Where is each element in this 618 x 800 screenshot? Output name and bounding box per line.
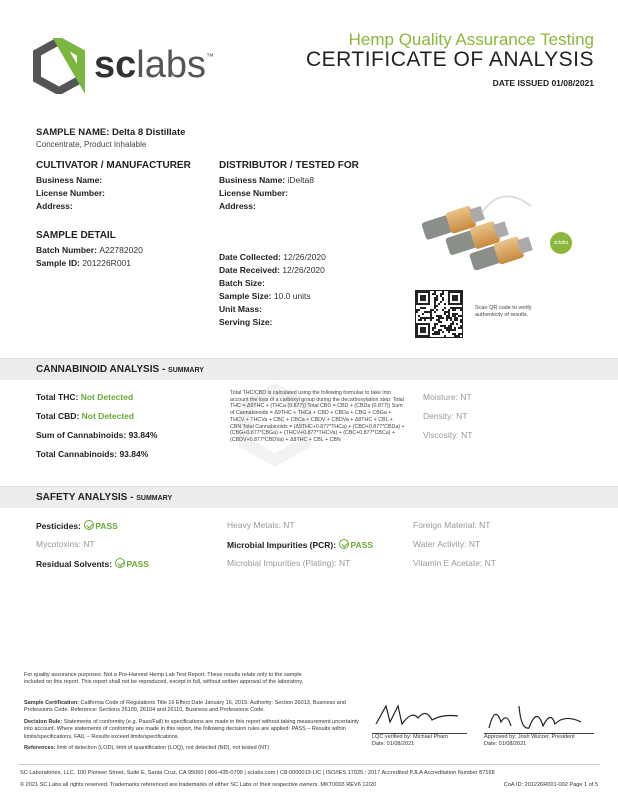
cannabinoid-formula: Total THC/CBD is calculated using the following formulas to take into account the loss of a carboxyl group during the decarboxylation step: Total THC = Δ9THC + (THCa (0.877)) Total CBD = CBD + (CBDa (0.877)) Sum of Cannabinoids = Δ9THC + THCa + CBD + CBDa + CBG + CBGa + THCV + THCVa + CBC + CBCa + CBDV + CBDVa + Δ8THC + CBL + CBN Total Cannabinoids = (Δ9THC+0.877*THCa) + (CBD+0.877*CBDa) + (CBG+0.877*CBGa) + (THCV+0.877*THCVa) + (CBC+0.877*CBCa) + (CBDV+0.877*CBDVa) + Δ8THC + CBL + CBN [230,390,405,443]
coa-title: CERTIFICATE OF ANALYSIS [305,48,594,71]
logo-wordmark [94,44,214,87]
hexagon-logo-icon [32,38,86,94]
total-cbd-row [36,411,134,421]
residual-solvents-label: Residual Solvents: [36,559,113,569]
cannabinoid-title-text: CANNABINOID ANALYSIS - [36,364,169,375]
residual-solvents-row [36,558,149,569]
viscosity: Viscosity: NT [423,430,473,440]
date-received-row [219,265,325,275]
total-cannabinoids-row [36,449,148,459]
approved-by: Approved by: Josh Wurzer, President [484,734,575,740]
check-circle-icon [84,520,94,530]
hemp-title: Hemp Quality Assurance Testing [348,30,594,49]
sample-id-row [36,258,131,268]
cannabinoid-bar [0,358,618,380]
moisture: Moisture: NT [423,392,472,402]
distributor-address-label: Address: [219,201,256,211]
microbial-pcr-row [227,539,373,550]
qr-code[interactable] [415,290,463,338]
sample-id-value: 201226R001 [82,258,131,268]
water-activity: Water Activity: NT [413,539,481,549]
qa-note: For quality assurance purposes. Not a Pre-Harvest Hemp Lab Test Report. These results relate only to the sample included on this report. This report shall not be reproduced, except in full, without written approval of the laboratory. [24,672,304,686]
safety-bar [0,486,618,508]
date-issued: DATE ISSUED 01/08/2021 [492,78,594,88]
date-received-value: 12/26/2020 [282,265,325,275]
safety-summary: SUMMARY [136,495,173,502]
decision-text: Statements of conformity (e.g. Pass/Fail) to specifications are made in this report without taking measurement uncertainty into account. Where statements of conformity are made in this report, the following decision rules are applied: PASS – Results within limits/specifications, FAIL – Results exceed limits/specifications. [24,719,360,740]
batch-size-label: Batch Size: [219,278,265,288]
distributor-license-label: License Number: [219,188,288,198]
sample-size-row [219,291,311,301]
date-collected-label: Date Collected: [219,252,281,262]
sclabs-badge: sclabs [550,232,572,254]
total-cannabinoids-value: 93.84% [119,449,149,459]
certification-label: Sample Certification: [24,700,80,706]
cultivator-business-label: Business Name: [36,175,103,185]
sample-type: Concentrate, Product Inhalable [36,140,147,149]
batch-number-label: Batch Number: [36,245,97,255]
cultivator-title: CULTIVATOR / MANUFACTURER [36,160,191,171]
date-collected-value: 12/26/2020 [283,252,326,262]
distributor-title: DISTRIBUTOR / TESTED FOR [219,160,359,171]
approved-date: Date: 01/08/2021 [484,741,527,747]
references-text: limit of detection (LOD), limit of quantification (LOQ), not detected (ND), not tested (NT) [57,745,270,751]
certification-text: California Code of Regulations Title 16 Effect Date January 16, 2019. Authority: Section 26013, Business and Professions Code. Reference: Sections 26100, 26104 and 26110, Business and Professions Code. [24,700,346,714]
product-photo [405,180,575,270]
sum-cannabinoids-row [36,430,157,440]
batch-number-row [36,245,143,255]
decision-note [24,719,364,741]
vitamin-e-acetate: Vitamin E Acetate: NT [413,558,496,568]
pesticides-pass: PASS [95,521,118,531]
total-cannabinoids-label: Total Cannabinoids: [36,449,118,459]
date-collected-row [219,252,326,262]
check-circle-icon [115,558,125,568]
distributor-business-label: Business Name: [219,175,286,185]
cultivator-license-label: License Number: [36,188,105,198]
sample-size-label: Sample Size: [219,291,272,301]
footer-line-2-right: CoA ID: 201226R001-002 Page 1 of 5 [503,782,598,788]
logo-tm: ™ [206,52,214,61]
total-cbd-label: Total CBD: [36,411,80,421]
sample-name: SAMPLE NAME: Delta 8 Distillate [36,127,186,138]
signature-wurzer-icon [485,700,585,734]
logo-sc: sc [94,44,137,86]
sum-cannabinoids-value: 93.84% [128,430,158,440]
cartridge-photo-icon [405,180,575,270]
batch-number-value: A22782020 [99,245,143,255]
date-received-label: Date Received: [219,265,280,275]
pesticides-label: Pesticides: [36,521,81,531]
safety-title [36,492,172,503]
pesticides-row [36,520,118,531]
sample-detail-title: SAMPLE DETAIL [36,230,116,241]
signature-pham-icon [372,700,462,732]
microbial-pcr-pass: PASS [350,540,373,550]
cannabinoid-summary: SUMMARY [168,367,204,374]
serving-size-label: Serving Size: [219,317,273,327]
heavy-metals: Heavy Metals: NT [227,520,295,530]
density: Density: NT [423,411,468,421]
total-thc-row [36,392,133,402]
qr-code-icon [416,291,462,337]
sum-cannabinoids-label: Sum of Cannabinoids: [36,430,127,440]
mycotoxins: Mycotoxins: NT [36,539,95,549]
footer-line-2-left: © 2021 SC Labs all rights reserved. Trademarks referenced are trademarks of either SC Labs or their respective owners. MKT0003 REV6 12/20 [20,782,377,788]
check-circle-icon [339,539,349,549]
references-label: References: [24,745,56,751]
footer-line-1: SC Laboratories, LLC. 100 Pioneer Street, Suite E, Santa Cruz, CA 95060 | 866-435-0709 | sclabs.com | C8-0000013-LIC | ISO/IES 17025 : 2017 Accredited PJLA Accreditation Number 87168 [20,770,495,776]
total-cbd-value: Not Detected [81,411,135,421]
sample-size-value: 10.0 units [273,291,311,301]
decision-label: Decision Rule: [24,719,63,725]
sc-labs-logo [32,42,222,96]
residual-solvents-pass: PASS [126,559,149,569]
cultivator-address-label: Address: [36,201,73,211]
lqc-verified: LQC verified by: Michael Pham [372,734,448,740]
microbial-plating: Microbial Impurities (Plating): NT [227,558,351,568]
total-thc-value: Not Detected [80,392,134,402]
sample-id-label: Sample ID: [36,258,80,268]
microbial-pcr-label: Microbial Impurities (PCR): [227,540,337,550]
references-note [24,745,364,752]
cannabinoid-title [36,364,204,375]
foreign-material: Foreign Material: NT [413,520,491,530]
footer-divider [18,764,600,765]
total-thc-label: Total THC: [36,392,79,402]
qr-caption: Scan QR code to verify authenticity of results. [475,305,532,318]
lqc-date: Date: 01/08/2021 [372,741,415,747]
distributor-business-row [219,175,314,185]
distributor-business-value: iDelta8 [287,175,314,185]
unit-mass-label: Unit Mass: [219,304,262,314]
logo-labs: labs [136,44,206,86]
safety-title-text: SAFETY ANALYSIS - [36,492,137,503]
certification-note [24,700,364,715]
